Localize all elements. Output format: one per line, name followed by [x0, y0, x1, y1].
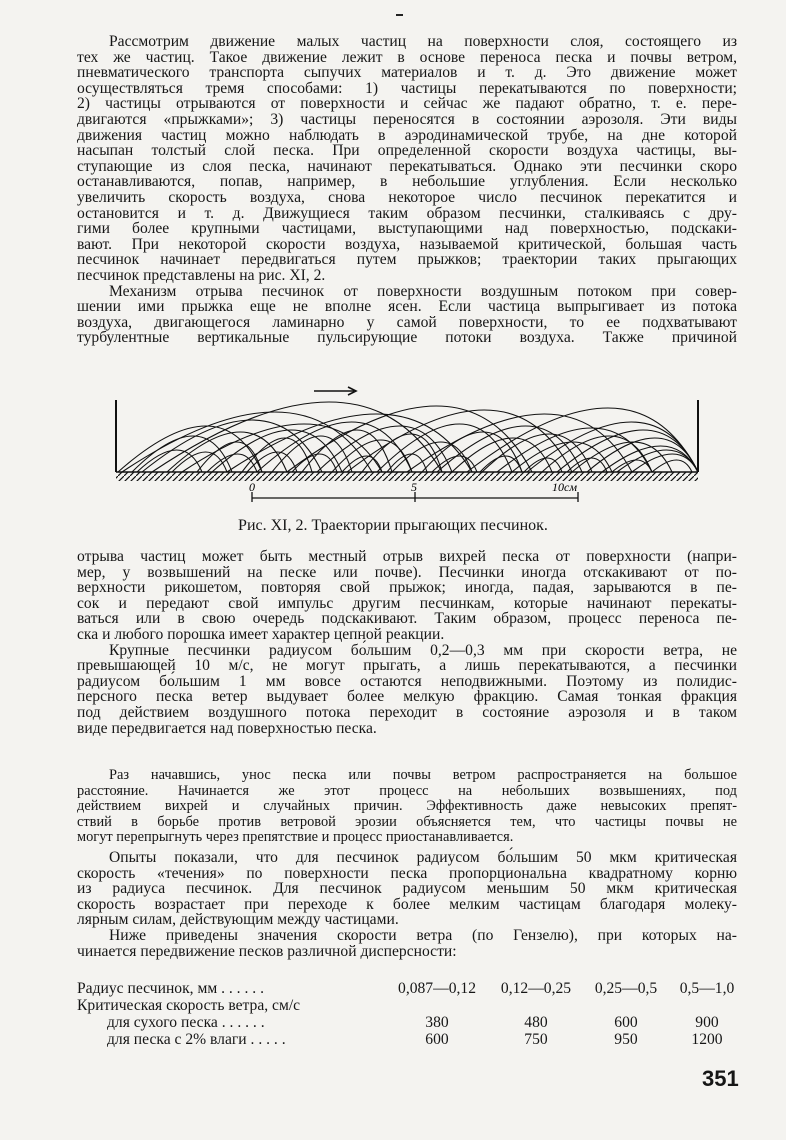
text-block-bottom	[77, 850, 737, 959]
text-line: виде передвигается над поверхностью песка.	[77, 719, 377, 737]
text-line: мер, у возвышений на песке или почве). Песчинки иногда отскакивают от по-	[77, 563, 737, 581]
text-line: воздуха, двигающегося ламинарно у самой поверхности, то ее подхватывают	[77, 313, 737, 331]
table-cell: 900	[695, 1014, 719, 1031]
text-line: движения частиц можно наблюдать в аэродинамической трубе, на дне которой	[77, 126, 737, 144]
text-line: Рассмотрим движение малых частиц на поверхности слоя, состоящего из	[109, 33, 737, 50]
text-line: действием вихрей и случайных причин. Эффективность даже невысоких препят-	[77, 798, 737, 815]
trajectory-arc	[132, 436, 232, 472]
text-block-top	[77, 34, 737, 346]
wet-sand-label: для песка с 2% влаги . . . . .	[107, 1031, 286, 1048]
table-cell: 0,5—1,0	[679, 980, 735, 997]
text-line: могут перепрыгнуть через препятствие и процесс приостанавливается.	[77, 829, 514, 846]
text-line: сок и передают свой импульс другим песчинкам, которые начинают перекаты-	[77, 594, 737, 612]
text-line: двигаются «прыжками»; 3) частицы переносятся в состоянии аэрозоля. Эти виды	[77, 110, 737, 128]
table-cell: 950	[614, 1031, 638, 1048]
text-line: лярным силам, действующим между частицами.	[77, 911, 399, 929]
text-line: остановится и т. д. Движущиеся таким образом песчинки, сталкиваясь с дру-	[77, 204, 737, 222]
text-line: песчинок начинает передвигаться путем прыжков; траектории таких прыгающих	[77, 251, 737, 269]
text-line: песчинок представлены на рис. XI, 2.	[77, 266, 326, 284]
trajectory-figure	[112, 380, 702, 505]
table-row	[77, 1014, 747, 1031]
table-cell: 0,087—0,12	[398, 980, 476, 997]
text-line: насыпан толстый слой песка. При определенной скорости воздуха частицы, вы-	[77, 142, 737, 160]
text-line: Механизм отрыва песчинок от поверхности воздушным потоком при совер-	[109, 282, 737, 300]
text-line: отрыва частиц может быть местный отрыв вихрей песка от поверхности (напри-	[77, 548, 737, 565]
text-line: Опыты показали, что для песчинок радиусом бо́льшим 50 мкм критическая	[109, 849, 737, 866]
text-line: скорость «течения» по поверхности песка пропорциональна квадратному корню	[77, 864, 737, 882]
page-number: 351	[702, 1066, 739, 1091]
trajectory-arc	[287, 406, 532, 472]
text-line: верхности рикошетом, повторяя свой прыжок; иногда, падая, зарываются в пе-	[77, 579, 737, 597]
trajectory-arc	[122, 412, 372, 472]
text-line: Раз начавшись, унос песка или почвы ветром распространяется на большое	[109, 767, 737, 783]
trajectory-arc	[342, 456, 382, 472]
wind-speed-table	[77, 980, 747, 1048]
text-line: превышающей 10 м/с, не могут прыгать, а лишь перекатываются, а песчинки	[77, 657, 737, 675]
scale-label: 10см	[552, 480, 577, 494]
text-line: под действием воздушного потока переходит в состояние аэрозоля и в таком	[77, 703, 737, 721]
text-line: ствий в борьбе против ветровой эрозии объясняется тем, что частицы почвы не	[77, 813, 737, 830]
text-line: радиусом бо́льшим 1 мм вовсе остаются неподвижными. Поэтому из полидис-	[77, 672, 737, 690]
trajectory-arc	[332, 440, 412, 472]
text-line: шении ими прыжка еще не вполне ясен. Если частица выпрыгивает из потока	[77, 298, 737, 316]
table-cell: 0,25—0,5	[594, 980, 658, 997]
trajectory-arc	[482, 434, 592, 472]
trajectories	[118, 402, 698, 472]
text-line: вают. При некоторой скорости воздуха, называемой критической, большая часть	[77, 235, 737, 253]
text-line: ваться или в свою очередь подскакивают. Таким образом, процесс переноса пе-	[77, 610, 737, 628]
text-line: останавливаются, попав, например, в небольшие углубления. Если несколько	[77, 173, 737, 191]
scale-label: 0	[249, 480, 255, 494]
text-line: расстояние. Начинается же этот процесс на небольших возвышениях, под	[77, 782, 737, 799]
table-cell: 600	[614, 1014, 638, 1031]
text-line: турбулентные вертикальные пульсирующие потоки воздуха. Также причиной	[77, 329, 737, 347]
table-row	[77, 980, 747, 997]
text-line: пневматического транспорта сыпучих материалов и т. д. Это движение может	[77, 64, 737, 82]
critical-speed-label: Критическая скорость ветра, см/с	[77, 997, 301, 1014]
text-block-middle	[77, 549, 737, 736]
sand-surface	[116, 472, 698, 481]
text-block-small	[77, 768, 737, 846]
trajectory-arc	[142, 420, 322, 472]
text-line: 2) частицы отрываются от поверхности и сейчас же падают обратно, т. е. пере-	[77, 95, 737, 113]
text-line: гими более крупными частицами, выступающими над поверхностью, подскаки-	[77, 220, 737, 238]
text-line: Крупные песчинки радиусом бо́льшим 0,2—0,3 мм при скорости ветра, не	[109, 641, 737, 659]
text-line: ска и любого порошка имеет характер цепной реакции.	[77, 625, 445, 643]
table-cell: 0,12—0,25	[500, 980, 572, 997]
figure-caption: Рис. XI, 2. Траектории прыгающих песчинок.	[238, 517, 548, 534]
table-cell: 600	[425, 1031, 449, 1048]
table-cell: 750	[524, 1031, 548, 1048]
text-line: скорость возрастает при переходе к более мелким частицам благодаря молеку-	[77, 895, 737, 913]
text-line: персного песка ветер выдувает более мелкую фракцию. Самая тонкая фракция	[77, 688, 737, 706]
radius-label: Радиус песчинок, мм . . . . . .	[77, 980, 264, 997]
text-line: чинается передвижение песков различной дисперсности:	[77, 942, 457, 960]
table-cell: 1200	[691, 1031, 723, 1048]
text-line: ступающие из слоя песка, начинают перекатываться. Однако эти песчинки скоро	[77, 157, 737, 175]
dry-sand-label: для сухого песка . . . . . .	[107, 1014, 265, 1031]
table-row	[77, 997, 747, 1014]
trajectory-arc	[557, 430, 698, 472]
text-line: из радиуса песчинок. Для песчинок радиусом меньшим 50 мкм критическая	[77, 880, 737, 898]
text-line: увеличить скорость воздуха, снова некоторое число песчинок перекатится и	[77, 188, 737, 206]
table-cell: 480	[524, 1014, 548, 1031]
top-mark	[396, 14, 403, 16]
text-line: тех же частиц. Такое движение лежит в основе переноса песка и почвы ветром,	[77, 48, 737, 66]
text-line: Ниже приведены значения скорости ветра (по Гензелю), при которых на-	[109, 926, 737, 944]
table-row	[77, 1031, 747, 1048]
trajectory-arc	[652, 460, 692, 472]
text-line: осуществляться тремя способами: 1) частицы перекатываются по поверхности;	[77, 79, 737, 97]
scale-label: 5	[411, 480, 417, 494]
table-cell: 380	[425, 1014, 449, 1031]
